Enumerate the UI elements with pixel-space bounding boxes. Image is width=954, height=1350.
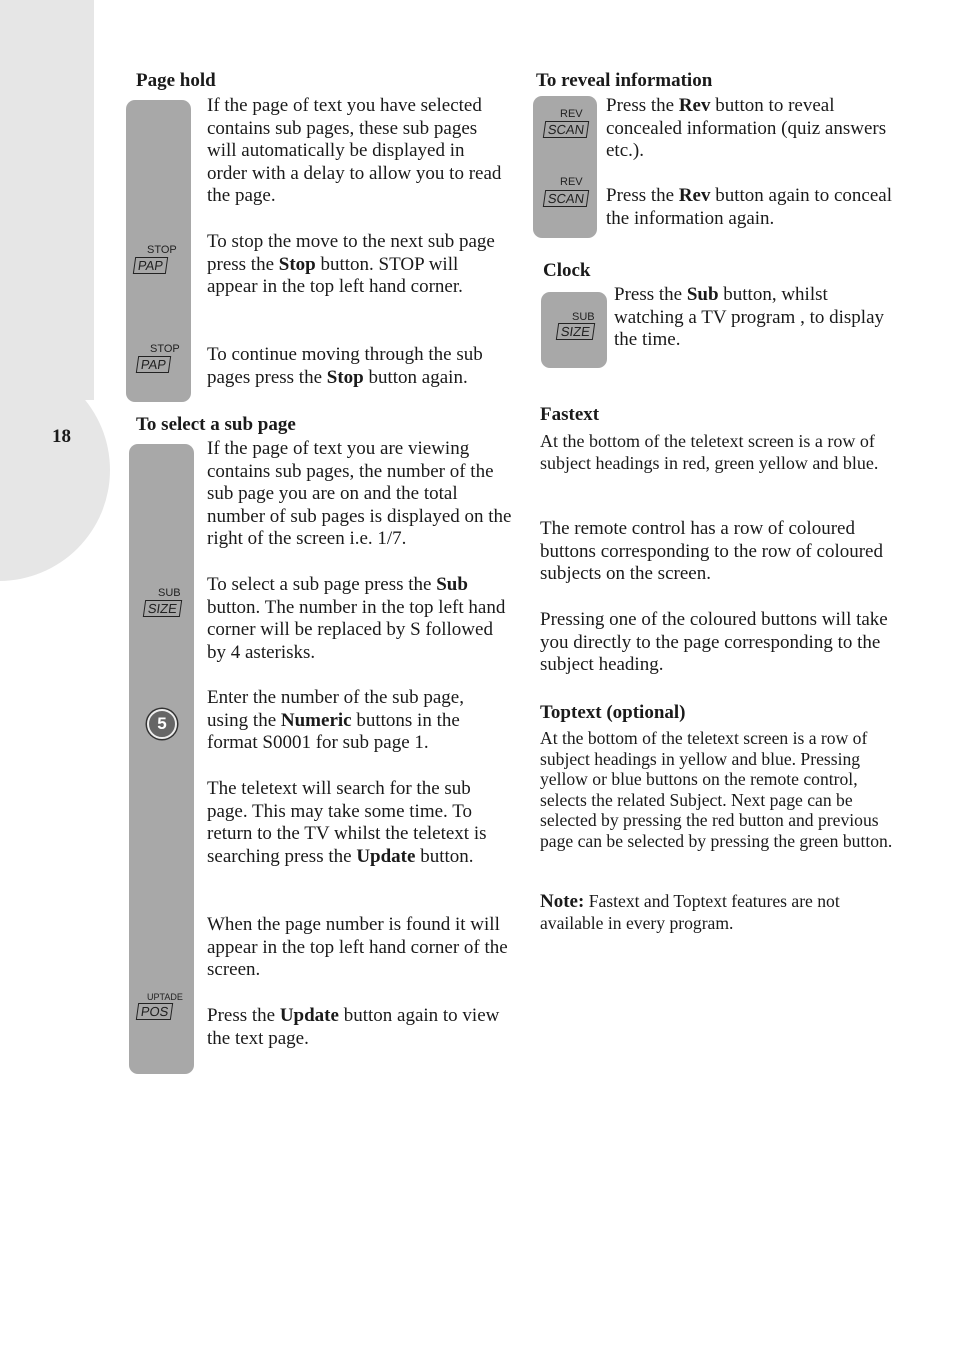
reveal-paragraph-1: Press the Rev button to reveal concealed information (quiz answers etc.). — [606, 95, 887, 162]
rev-button: REV SCAN — [542, 106, 606, 150]
page-hold-heading: Page hold — [136, 70, 216, 91]
fastext-paragraph-2: The remote control has a row of coloured buttons corresponding to the row of coloured subjects on the screen. — [540, 518, 883, 585]
sub-page-paragraph-3: Enter the number of the sub page, using the Numeric buttons in the format S0001 for sub page 1. — [207, 687, 464, 754]
page-number: 18 — [52, 426, 71, 447]
fastext-heading: Fastext — [540, 404, 600, 425]
sub-page-paragraph-4: The teletext will search for the sub page. This may take some time. To return to the TV whilst the teletext is searching press the Update button. — [207, 778, 487, 867]
sub-page-paragraph-2: To select a sub page press the Sub button. The number in the top left hand corner will be replaced by S followed by 4 asterisks. — [207, 574, 506, 663]
sub-page-paragraph-5: When the page number is found it will appear in the top left hand corner of the screen. — [207, 914, 508, 981]
remote-strip-sub-page — [129, 444, 194, 1074]
toptext-heading: Toptext (optional) — [540, 702, 686, 723]
toptext-paragraph: At the bottom of the teletext screen is a row of subject headings in yellow and blue. Pressing yellow or blue buttons on the remote control, selects the related Subject. Next page can be selected by pressing the red button and previous page can be selected by pressing the green button. — [540, 728, 893, 851]
sub-button: SUB SIZE — [553, 308, 617, 352]
update-button: UPTADE POS — [133, 989, 197, 1033]
rev-button: REV SCAN — [542, 174, 606, 218]
page-hold-paragraph-2: To stop the move to the next sub page press the Stop button. STOP will appear in the top left hand corner. — [207, 231, 495, 298]
reveal-paragraph-2: Press the Rev button again to conceal the information again. — [606, 185, 892, 229]
sub-page-paragraph-1: If the page of text you are viewing contains sub pages, the number of the sub page you are on and the total number of sub pages is displayed on the right of the screen i.e. 1/7. — [207, 438, 512, 550]
clock-heading: Clock — [543, 260, 591, 281]
remote-strip-clock — [541, 292, 607, 368]
remote-strip-page-hold — [126, 100, 191, 402]
clock-paragraph: Press the Sub button, whilst watching a TV program , to display the time. — [614, 284, 884, 351]
fastext-paragraph-1: At the bottom of the teletext screen is a row of subject headings in red, green yellow and blue. — [540, 431, 879, 474]
sub-button: SUB SIZE — [139, 584, 203, 628]
page-hold-paragraph-3: To continue moving through the sub pages press the Stop button again. — [207, 344, 483, 388]
numeric-5-button: 5 — [147, 709, 177, 739]
fastext-paragraph-3: Pressing one of the coloured buttons will take you directly to the page corresponding to the subject heading. — [540, 609, 888, 676]
reveal-heading: To reveal information — [536, 70, 713, 91]
stop-button: STOP PAP — [132, 339, 196, 383]
side-strip — [0, 0, 94, 400]
sub-page-paragraph-6: Press the Update button again to view the text page. — [207, 1005, 500, 1049]
remote-strip-reveal — [533, 96, 597, 238]
sub-page-heading: To select a sub page — [136, 414, 296, 435]
page-hold-paragraph-1: If the page of text you have selected contains sub pages, these sub pages will automatically be displayed in order with a delay to allow you to read the page. — [207, 95, 502, 207]
stop-button: STOP PAP — [129, 241, 193, 285]
note-paragraph: Note: Fastext and Toptext features are not available in every program. — [540, 891, 840, 933]
